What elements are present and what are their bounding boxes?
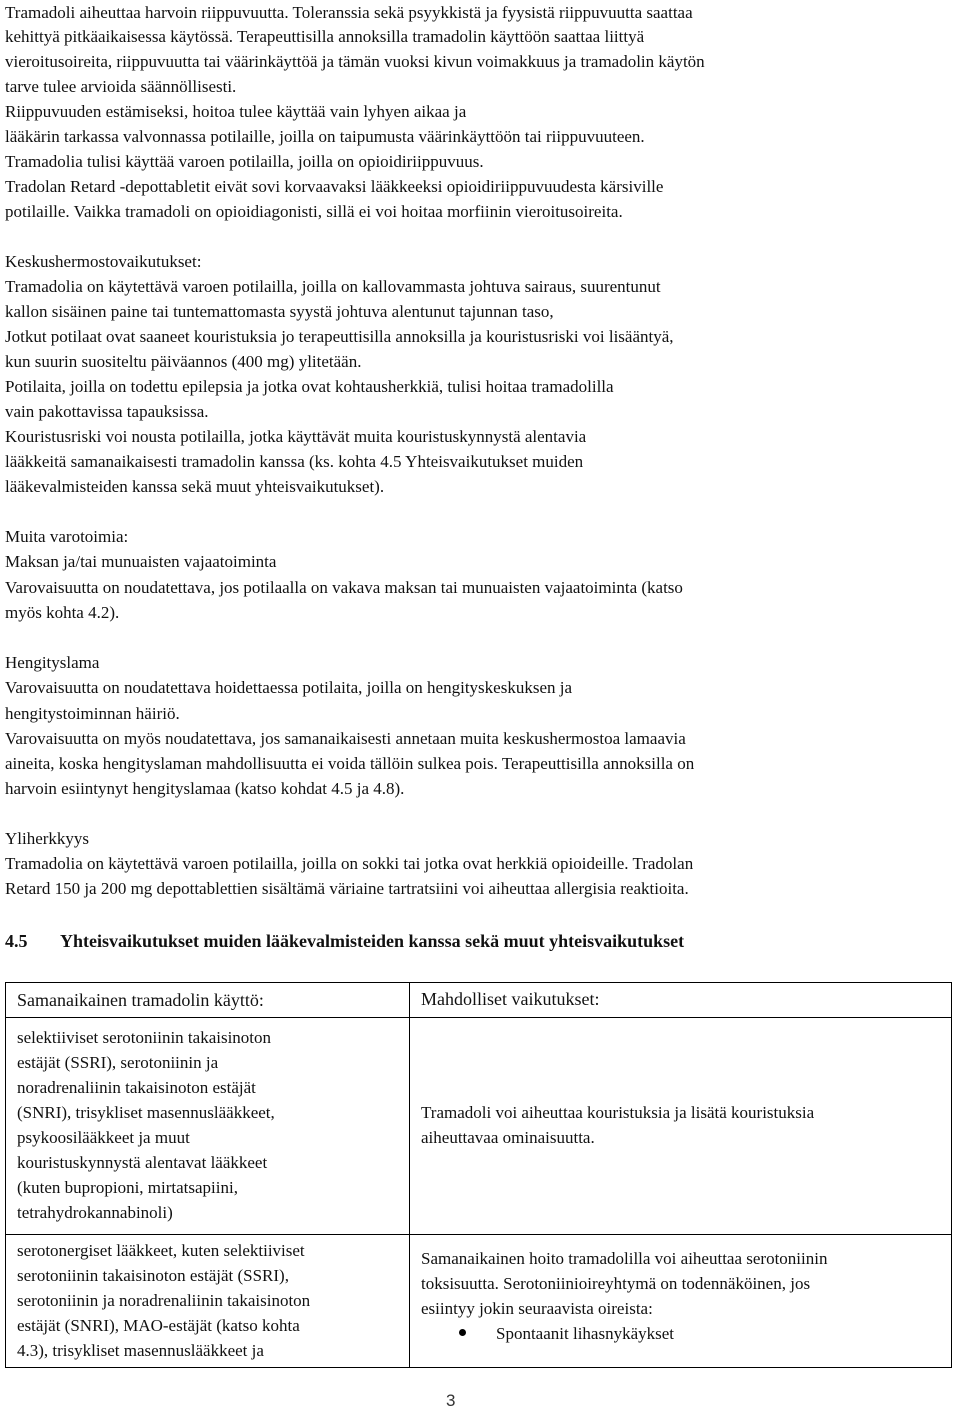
table-cell-line: selektiiviset serotoniinin takaisinoton	[17, 1028, 272, 1047]
text-line: Tramadolia on käytettävä varoen potilailla, joilla on kallovammasta johtuva sairaus, suurentunut	[5, 277, 661, 296]
table-cell-line: toksisuutta. Serotoniinioireyhtymä on todennäköinen, jos	[421, 1274, 811, 1293]
section-heading	[5, 929, 684, 954]
text-line: lääkkeitä samanaikaisesti tramadolin kanssa (ks. kohta 4.5 Yhteisvaikutukset muiden	[5, 452, 584, 471]
table-cell-line: serotonergiset lääkkeet, kuten selektiiviset	[17, 1241, 305, 1260]
text-line: vieroitusoireita, riippuvuutta tai väärinkäyttöä ja tämän vuoksi kivun voimakkuus ja tramadolin käytön	[5, 52, 705, 71]
text-line: hengitystoiminnan häiriö.	[5, 704, 180, 723]
table-cell-line: kouristuskynnystä alentavat lääkkeet	[17, 1153, 268, 1172]
text-line: kehittyä pitkäaikaisessa käytössä. Terapeuttisilla annoksilla tramadolin käyttöön saattaa liittyä	[5, 27, 645, 46]
text-line: lääkevalmisteiden kanssa sekä muut yhteisvaikutukset).	[5, 477, 385, 496]
table-cell-line: noradrenaliinin takaisinoton estäjät	[17, 1078, 256, 1097]
subsection-title: Yliherkkyys	[5, 829, 90, 848]
text-line: kun suurin suositeltu päiväannos (400 mg) ylitetään.	[5, 352, 362, 371]
text-line: Potilaita, joilla on todettu epilepsia ja jotka ovat kohtausherkkiä, tulisi hoitaa tramadolilla	[5, 377, 614, 396]
text-line: potilaille. Vaikka tramadoli on opioidiagonisti, sillä ei voi hoitaa morfiinin vieroitusoireita.	[5, 202, 623, 221]
text-line: Varovaisuutta on noudatettava, jos potilaalla on vakava maksan tai munuaisten vajaatoiminta (katso	[5, 578, 683, 597]
bullet-icon	[459, 1329, 466, 1336]
subsection-title: Muita varotoimia:	[5, 527, 129, 546]
subsection-title: Hengityslama	[5, 653, 100, 672]
text-line: Tradolan Retard -depottabletit eivät sovi korvaavaksi lääkkeeksi opioidiriippuvuudesta kärsiville	[5, 177, 664, 196]
table-row-divider	[6, 1234, 951, 1235]
text-line: Tramadolia tulisi käyttää varoen potilailla, joilla on opioidiriippuvuus.	[5, 152, 484, 171]
table-cell-line: (SNRI), trisykliset masennuslääkkeet,	[17, 1103, 275, 1122]
table-cell-line: Tramadoli voi aiheuttaa kouristuksia ja lisätä kouristuksia	[421, 1103, 815, 1122]
table-row-divider	[6, 1017, 951, 1018]
text-line: Tramadoli aiheuttaa harvoin riippuvuutta. Toleranssia sekä psyykkistä ja fyysistä riippuvuutta saattaa	[5, 3, 693, 22]
interaction-table	[5, 982, 952, 1368]
table-column-divider	[409, 983, 410, 1367]
text-line: Tramadolia on käytettävä varoen potilailla, joilla on sokki tai jotka ovat herkkiä opioideille. Tradolan	[5, 854, 694, 873]
subsection-subtitle: Maksan ja/tai munuaisten vajaatoiminta	[5, 552, 277, 571]
text-line: Riippuvuuden estämiseksi, hoitoa tulee käyttää vain lyhyen aikaa ja	[5, 102, 467, 121]
text-line: myös kohta 4.2).	[5, 603, 120, 622]
text-line: lääkärin tarkassa valvonnassa potilaille, joilla on taipumusta väärinkäyttöön tai riippuvuuteen.	[5, 127, 645, 146]
text-line: Kouristusriski voi nousta potilailla, jotka käyttävät muita kouristuskynnystä alentavia	[5, 427, 587, 446]
text-line: Retard 150 ja 200 mg depottablettien sisältämä väriaine tartratsiini voi aiheuttaa allergisia reaktioita.	[5, 879, 689, 898]
text-line: harvoin esiintynyt hengityslamaa (katso kohdat 4.5 ja 4.8).	[5, 779, 405, 798]
table-cell-line: (kuten bupropioni, mirtatsapiini,	[17, 1178, 238, 1197]
table-cell-line: Samanaikainen hoito tramadolilla voi aiheuttaa serotoniinin	[421, 1249, 828, 1268]
text-line: aineita, koska hengityslaman mahdollisuutta ei voida tällöin sulkea pois. Terapeuttisilla annoksilla on	[5, 754, 695, 773]
text-line: kallon sisäinen paine tai tuntemattomasta syystä johtuva alentunut tajunnan taso,	[5, 302, 554, 321]
text-line: Varovaisuutta on myös noudatettava, jos samanaikaisesti annetaan muita keskushermostoa lamaavia	[5, 729, 686, 748]
table-cell-line: serotoniinin takaisinoton estäjät (SSRI),	[17, 1266, 289, 1285]
table-header-right: Mahdolliset vaikutukset:	[421, 989, 600, 1009]
section-title: Yhteisvaikutukset muiden lääkevalmisteiden kanssa sekä muut yhteisvaikutukset	[60, 931, 685, 951]
text-line: Varovaisuutta on noudatettava hoidettaessa potilaita, joilla on hengityskeskuksen ja	[5, 678, 573, 697]
text-line: vain pakottavissa tapauksissa.	[5, 402, 209, 421]
text-line: tarve tulee arvioida säännöllisesti.	[5, 77, 237, 96]
table-cell-line: tetrahydrokannabinoli)	[17, 1203, 173, 1222]
table-cell-line: psykoosilääkkeet ja muut	[17, 1128, 190, 1147]
table-cell-line: serotoniinin ja noradrenaliinin takaisinoton	[17, 1291, 311, 1310]
table-cell-line: esiintyy jokin seuraavista oireista:	[421, 1299, 653, 1318]
table-cell-line: aiheuttavaa ominaisuutta.	[421, 1128, 595, 1147]
table-bullet-item: Spontaanit lihasnykäykset	[496, 1324, 675, 1343]
table-cell-line: 4.3), trisykliset masennuslääkkeet ja	[17, 1341, 264, 1360]
page-number: 3	[446, 1391, 456, 1410]
text-line: Jotkut potilaat ovat saaneet kouristuksia jo terapeuttisilla annoksilla ja kouristusriski voi lisääntyä,	[5, 327, 674, 346]
table-cell-line: estäjät (SNRI), MAO-estäjät (katso kohta	[17, 1316, 300, 1335]
table-header-left: Samanaikainen tramadolin käyttö:	[17, 990, 264, 1010]
subsection-title: Keskushermostovaikutukset:	[5, 252, 202, 271]
table-cell-line: estäjät (SSRI), serotoniinin ja	[17, 1053, 219, 1072]
section-number: 4.5	[5, 931, 28, 951]
